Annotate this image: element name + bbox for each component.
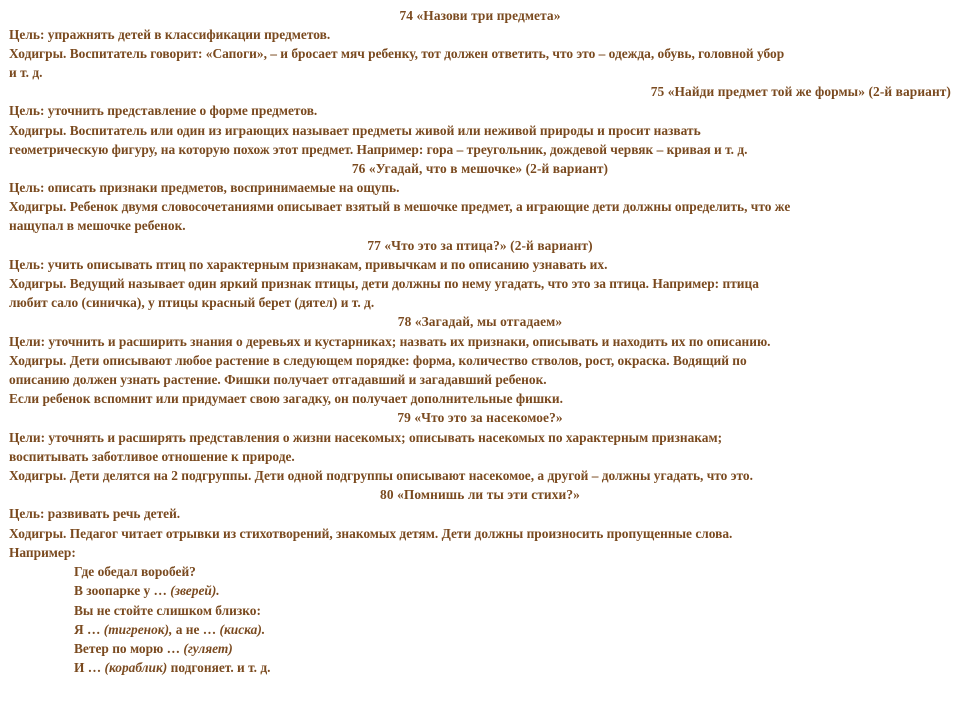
poem-line-1 — [74, 562, 196, 581]
game-76-title: 76 «Угадай, что в мешочке» (2-й вариант) — [351, 161, 609, 176]
game-74-title: 74 «Назови три предмета» — [399, 8, 561, 23]
game-78-moves-line-2: описанию должен узнать растение. Фишки получает отгадавший и загадавший ребенок. — [9, 372, 547, 387]
poem-line-text: Где обедал воробей? — [74, 564, 196, 579]
poem-answer: (кораблик) — [104, 660, 168, 675]
poem-line-text: Ветер по морю … — [74, 641, 184, 656]
poem-line-text: Вы не стойте слишком близко: — [74, 603, 261, 618]
game-79-title: 79 «Что это за насекомое?» — [397, 410, 563, 425]
game-78-moves-line-3: Если ребенок вспомнит или придумает свою загадку, он получает дополнительные фишки. — [9, 391, 563, 406]
game-77-goal: Цель: учить описывать птиц по характерным признакам, привычкам и по описанию узнавать их. — [9, 257, 608, 272]
poem-line-text: Я … — [74, 622, 104, 637]
game-77-title: 77 «Что это за птица?» (2-й вариант) — [367, 238, 593, 253]
game-78-goal: Цели: уточнить и расширить знания о деревьях и кустарниках; назвать их признаки, описывать и находить их по описанию. — [9, 334, 771, 349]
poem-line-5 — [74, 639, 233, 658]
game-79-goal-line-1: Цели: уточнять и расширять представления о жизни насекомых; описывать насекомых по характерным признакам; — [9, 430, 723, 445]
game-74-moves-line-2: и т. д. — [9, 65, 43, 80]
game-76-goal: Цель: описать признаки предметов, воспринимаемые на ощупь. — [9, 180, 400, 195]
game-74-goal: Цель: упражнять детей в классификации предметов. — [9, 27, 331, 42]
game-80-goal: Цель: развивать речь детей. — [9, 506, 181, 521]
game-77-moves-line-2: любит сало (синичка), у птицы красный берет (дятел) и т. д. — [9, 295, 375, 310]
game-78-moves-line-1: Ходигры. Дети описывают любое растение в следующем порядке: форма, количество стволов, рост, окраска. Водящий по — [9, 353, 747, 368]
game-79-goal-line-2: воспитывать заботливое отношение к природе. — [9, 449, 295, 464]
game-80-moves-line-1: Ходигры. Педагог читает отрывки из стихотворений, знакомых детям. Дети должны произносить пропущенные слова. — [9, 526, 733, 541]
poem-answer: (киска). — [219, 622, 266, 637]
game-75-moves-line-1: Ходигры. Воспитатель или один из играющих называет предметы живой или неживой природы и просит назвать — [9, 123, 701, 138]
poem-answer: (гуляет) — [183, 641, 233, 656]
poem-line-text: подгоняет. и т. д. — [167, 660, 271, 675]
poem-line-text: И … — [74, 660, 105, 675]
poem-answer: (зверей). — [170, 583, 220, 598]
game-80-title: 80 «Помнишь ли ты эти стихи?» — [380, 487, 580, 502]
poem-line-3 — [74, 601, 261, 620]
game-76-moves-line-2: нащупал в мешочке ребенок. — [9, 218, 186, 233]
poem-line-text: а не … — [172, 622, 220, 637]
game-74-moves-line-1: Ходигры. Воспитатель говорит: «Сапоги», – и бросает мяч ребенку, тот должен ответить, что это – одежда, обувь, головной убор — [9, 46, 785, 61]
game-79-moves-line-1: Ходигры. Дети делятся на 2 подгруппы. Дети одной подгруппы описывают насекомое, а другой – должны угадать, что это. — [9, 468, 753, 483]
poem-line-4 — [74, 620, 265, 639]
poem-line-6 — [74, 658, 270, 677]
game-77-moves-line-1: Ходигры. Ведущий называет один яркий признак птицы, дети должны по нему угадать, что это за птица. Например: птица — [9, 276, 759, 291]
game-75-title: 75 «Найди предмет той же формы» (2-й вариант) — [650, 84, 951, 99]
game-75-moves-line-2: геометрическую фигуру, на которую похож этот предмет. Например: гора – треугольник, дождевой червяк – кривая и т. д. — [9, 142, 748, 157]
game-78-title: 78 «Загадай, мы отгадаем» — [397, 314, 563, 329]
poem-answer: (тигренок), — [103, 622, 173, 637]
game-76-moves-line-1: Ходигры. Ребенок двумя словосочетаниями описывает взятый в мешочке предмет, а играющие дети должны определить, что же — [9, 199, 791, 214]
poem-line-2 — [74, 581, 220, 600]
poem-line-text: В зоопарке у … — [74, 583, 171, 598]
game-80-moves-line-2: Например: — [9, 545, 76, 560]
game-75-goal: Цель: уточнить представление о форме предметов. — [9, 103, 318, 118]
